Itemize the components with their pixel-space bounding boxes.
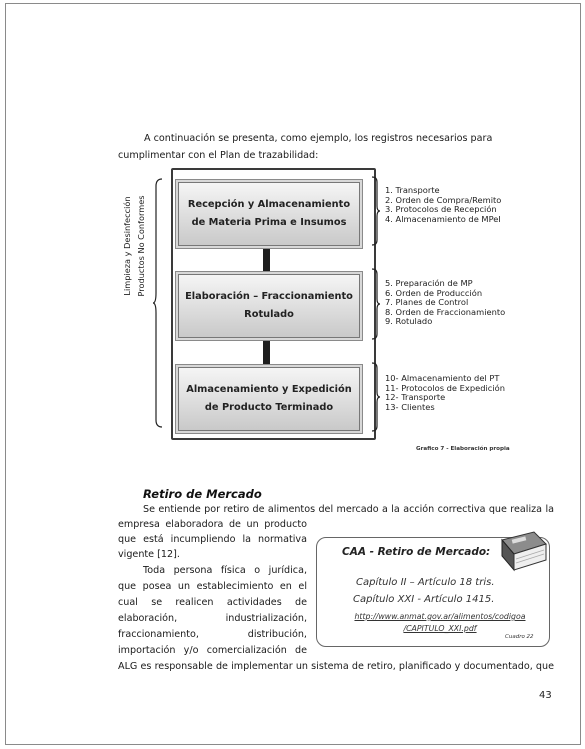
step-item: 9. Rotulado — [385, 316, 433, 327]
section-line: Toda persona física o jurídica, — [143, 565, 307, 576]
section-line: cual se realicen actividades de — [118, 597, 307, 608]
book-icon — [496, 530, 548, 574]
section-line: ALG es responsable de implementar un sistema de retiro, planificado y documentado, que — [118, 661, 554, 672]
step-item: 10- Almacenamiento del PT — [385, 373, 500, 383]
figure-caption: Grafico 7 - Elaboración propia — [416, 446, 510, 452]
intro-line-1: A continuación se presenta, como ejemplo, los registros necesarios para — [144, 133, 493, 144]
process-box-elaboration — [178, 274, 360, 338]
left-brace — [153, 178, 163, 428]
right-brace-3 — [372, 362, 380, 432]
step-item: 6. Orden de Producción — [385, 287, 483, 298]
right-brace-1 — [372, 176, 380, 246]
step-item: 2. Orden de Compra/Remito — [385, 194, 502, 205]
callout-caption: Cuadro 22 — [505, 634, 534, 640]
step-item: 7. Planes de Control — [385, 297, 469, 308]
process-box-reception — [178, 182, 360, 246]
step-item: 11- Protocolos de Expedición — [385, 382, 505, 393]
step-item: 5. Preparación de MP — [385, 278, 473, 288]
section-line: que está incumpliendo la normativa — [118, 534, 307, 545]
section-line: elaboración, industrialización, — [118, 613, 307, 624]
section-heading: Retiro de Mercado — [143, 487, 262, 501]
steps-list-elaboration — [385, 279, 505, 327]
section-line: empresa elaboradora de un producto — [118, 519, 307, 530]
step-item: 8. Orden de Fraccionamiento — [385, 306, 506, 317]
steps-list-storage — [385, 374, 505, 412]
side-label-cleaning: Limpieza y Desinfección — [122, 196, 132, 296]
step-item: 3. Protocolos de Recepción — [385, 204, 497, 215]
callout-title: CAA - Retiro de Mercado: — [342, 546, 491, 558]
section-line: que posea un establecimiento en el — [118, 581, 307, 592]
steps-list-reception — [385, 186, 501, 224]
section-line: Se entiende por retiro de alimentos del mercado a la acción correctiva que realiza la — [143, 504, 554, 515]
callout-article-2: Capítulo XXI - Artículo 1415. — [353, 594, 495, 605]
side-label-nonconforming: Productos No Conformes — [136, 195, 146, 297]
callout-article-1: Capítulo II – Artículo 18 tris. — [356, 577, 495, 588]
callout-url[interactable] — [340, 611, 540, 635]
page-number: 43 — [539, 690, 552, 701]
right-brace-2 — [372, 268, 380, 340]
process-box-elaboration-title: Elaboración – Fraccionamiento Rotulado — [185, 291, 353, 320]
callout-url-line-1[interactable]: http://www.anmat.gov.ar/alimentos/codigoa — [354, 612, 526, 621]
intro-paragraph — [118, 130, 554, 164]
intro-line-2: cumplimentar con el Plan de trazabilidad: — [118, 150, 319, 161]
step-item: 13- Clientes — [385, 401, 435, 412]
step-item: 4. Almacenamiento de MPeI — [385, 213, 501, 224]
side-label — [120, 180, 154, 312]
process-box-reception-title: Recepción y Almacenamiento de Materia Prima e Insumos — [187, 199, 351, 228]
callout-url-line-2[interactable]: /CAPITULO_XXI.pdf — [403, 624, 477, 633]
section-line: vigente [12]. — [118, 549, 180, 560]
section-line: importación y/o comercialización de — [118, 645, 307, 656]
process-box-storage-title: Almacenamiento y Expedición de Producto Terminado — [186, 384, 352, 413]
process-box-storage — [178, 367, 360, 431]
step-item: 12- Transporte — [385, 392, 446, 403]
connector-1-2 — [263, 244, 270, 274]
connector-2-3 — [263, 335, 270, 367]
section-line: fraccionamiento, distribución, — [118, 629, 307, 640]
step-item: 1. Transporte — [385, 185, 440, 195]
